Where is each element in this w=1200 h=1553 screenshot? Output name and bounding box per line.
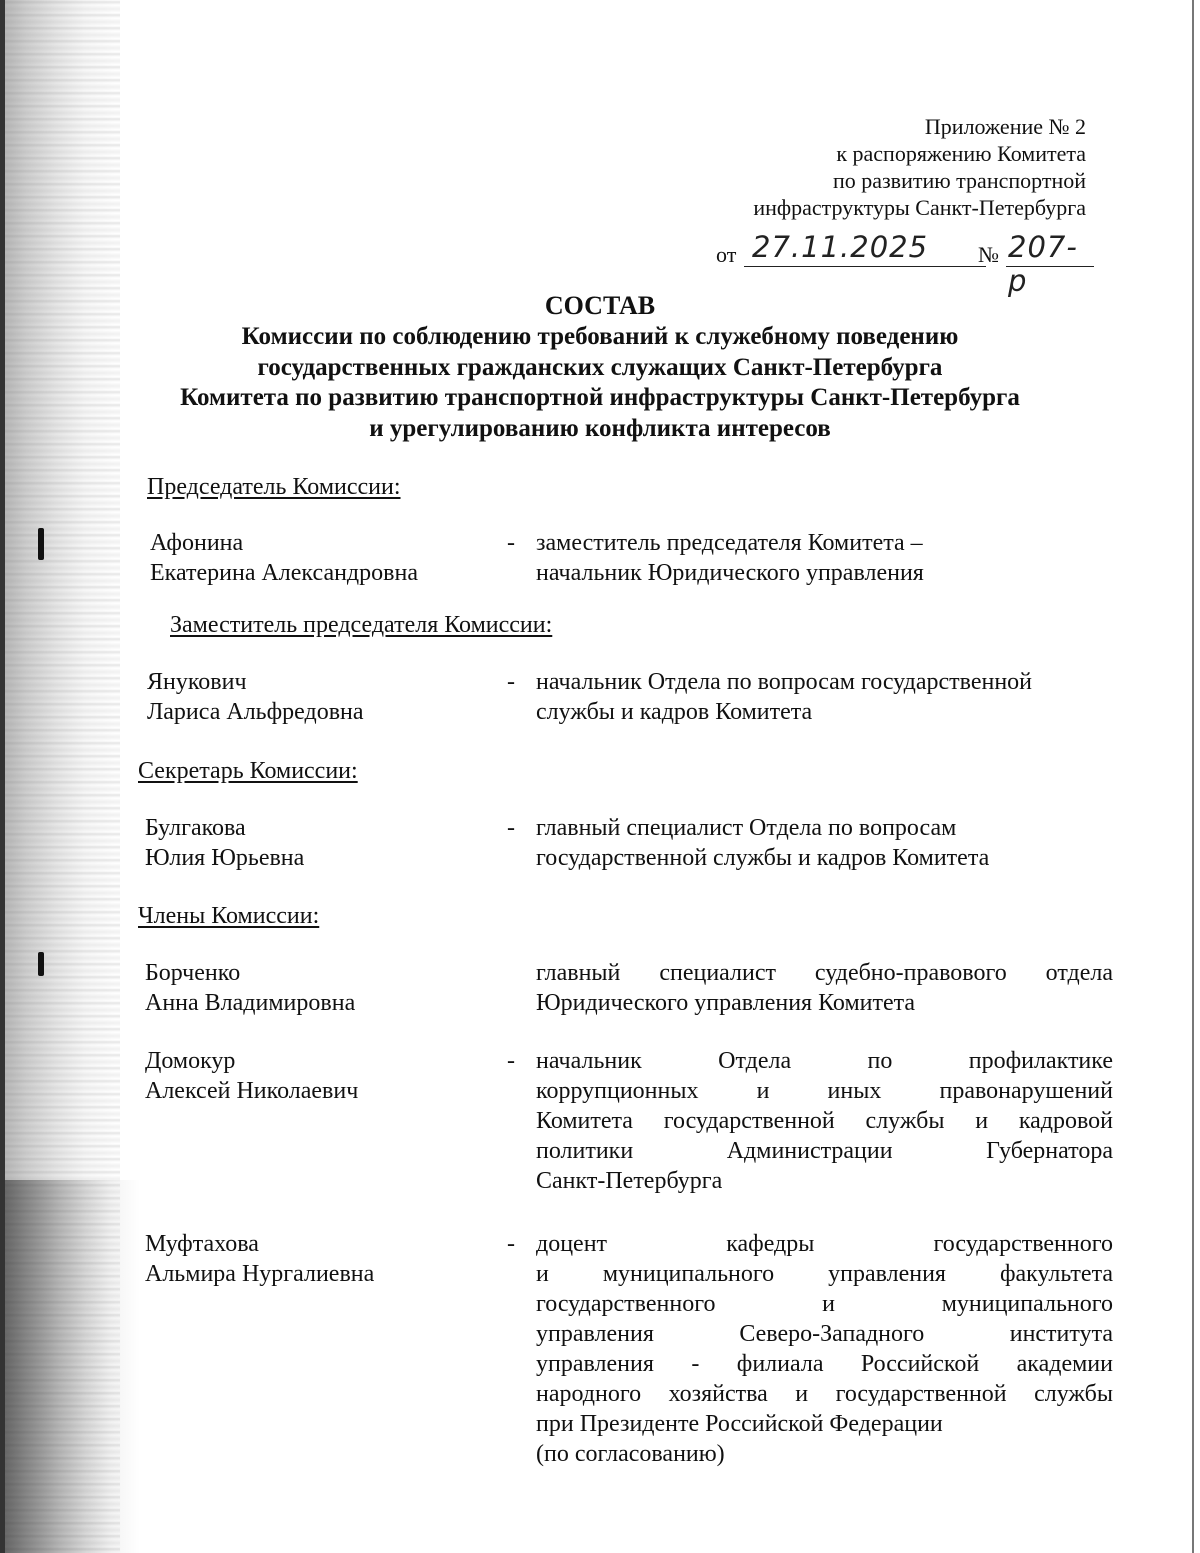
title-line: Комиссии по соблюдению требований к служебному поведению (241, 323, 959, 350)
position-line: доцент кафедры государственного (536, 1231, 1113, 1257)
given-name: Лариса Альфредовна (147, 699, 364, 725)
separator-dash: - (507, 1048, 515, 1074)
title-line: и урегулированию конфликта интересов (369, 414, 831, 442)
surname: Янукович (147, 669, 247, 695)
order-reference (716, 230, 1096, 298)
position-line: управления Северо-Западного института (536, 1321, 1113, 1347)
position-line: (по согласованию) (536, 1441, 725, 1467)
member-position (536, 958, 1113, 1018)
position-line: и муниципального управления факультета (536, 1261, 1113, 1287)
secretary-position (536, 813, 1096, 873)
order-number-handwritten: 207-р (1008, 230, 1078, 298)
deputy-position (536, 667, 1156, 727)
surname: Борченко (145, 960, 241, 986)
position-line: начальник Отдела по профилактике (536, 1048, 1113, 1074)
scan-edge-left (0, 0, 5, 1553)
given-name: Алексей Николаевич (145, 1078, 359, 1104)
position-line: политики Администрации Губернатора (536, 1138, 1113, 1164)
surname: Домокур (145, 1048, 236, 1074)
member-name (145, 1229, 374, 1289)
chairman-heading: Председатель Комиссии: (147, 474, 401, 500)
members-heading: Члены Комиссии: (138, 903, 320, 929)
separator-dash: - (507, 1231, 515, 1257)
title-main: СОСТАВ (544, 291, 656, 320)
position-line: главный специалист Отдела по вопросам (536, 815, 957, 841)
separator-dash: - (507, 669, 515, 695)
scan-shadow-bottom-left (0, 1180, 140, 1553)
document-title (0, 290, 1200, 444)
position-line: Юридического управления Комитета (536, 990, 916, 1016)
given-name: Екатерина Александровна (150, 560, 418, 586)
given-name: Анна Владимировна (145, 990, 356, 1016)
position-line: народного хозяйства и государственной службы (536, 1381, 1113, 1407)
position-line: начальник Юридического управления (536, 560, 924, 586)
appendix-line: Приложение № 2 (924, 114, 1086, 139)
surname: Муфтахова (145, 1231, 259, 1257)
appendix-line: по развитию транспортной (832, 168, 1086, 193)
given-name: Альмира Нургалиевна (145, 1261, 375, 1287)
secretary-heading: Секретарь Комиссии: (138, 758, 358, 784)
secretary-name (145, 813, 304, 873)
position-line: Комитета государственной службы и кадровой (536, 1108, 1113, 1134)
separator-dash: - (507, 815, 515, 841)
appendix-line: к распоряжению Комитета (836, 141, 1086, 166)
surname: Булгакова (145, 815, 246, 841)
scan-edge-right (1192, 0, 1194, 1553)
given-name: Юлия Юрьевна (145, 845, 305, 871)
position-line: при Президенте Российской Федерации (536, 1411, 943, 1437)
member-position (536, 1229, 1113, 1469)
order-prefix: от (716, 242, 737, 267)
title-line: государственных гражданских служащих Санкт-Петербурга (257, 353, 943, 381)
order-date-handwritten: 27.11.2025 (752, 230, 929, 264)
chairman-position (536, 528, 1106, 588)
position-line: службы и кадров Комитета (536, 699, 813, 725)
surname: Афонина (150, 530, 244, 556)
deputy-name (147, 667, 364, 727)
deputy-heading: Заместитель председателя Комиссии: (170, 612, 553, 638)
separator-dash: - (507, 530, 515, 556)
position-line: начальник Отдела по вопросам государственной (536, 669, 1033, 695)
position-line: государственного и муниципального (536, 1291, 1113, 1317)
position-line: Санкт-Петербурга (536, 1168, 723, 1194)
member-name (145, 958, 355, 1018)
appendix-block (753, 113, 1086, 221)
position-line: главный специалист судебно-правового отдела (536, 960, 1113, 986)
chairman-name (150, 528, 418, 588)
scan-blot (38, 952, 44, 976)
appendix-line: инфраструктуры Санкт-Петербурга (753, 195, 1086, 220)
member-position (536, 1046, 1113, 1196)
order-number-sign: № (978, 242, 999, 267)
member-name (145, 1046, 358, 1106)
position-line: управления - филиала Российской академии (536, 1351, 1113, 1377)
position-line: коррупционных и иных правонарушений (536, 1078, 1113, 1104)
scan-blot (38, 528, 44, 560)
title-line: Комитета по развитию транспортной инфраструктуры Санкт-Петербурга (180, 384, 1020, 411)
position-line: государственной службы и кадров Комитета (536, 845, 990, 871)
position-line: заместитель председателя Комитета – (536, 530, 923, 556)
